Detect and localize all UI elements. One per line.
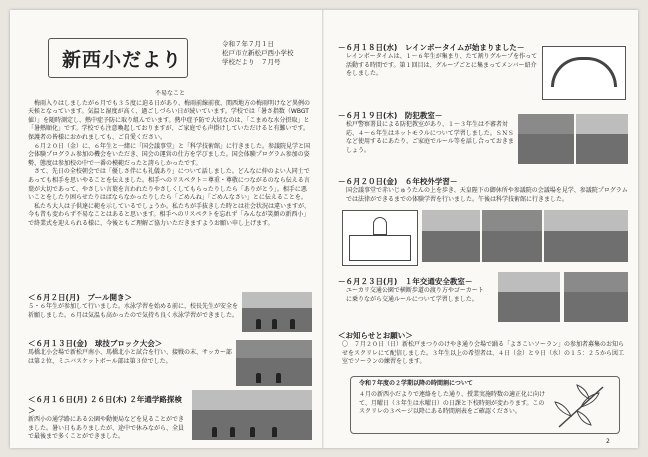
event-pool: [28, 292, 238, 320]
rainbow-illustration: [542, 46, 626, 100]
event-heading: ＜６月２日(月) プール開き＞: [28, 293, 132, 302]
crime-class-photo-1: [518, 114, 574, 164]
issue-date: 令和７年７月１日: [222, 40, 274, 48]
event-text: 国会議事堂で赤いじゅうたんの上を歩き、天皇陛下の御休所や参議院の会議場を見学、参議院プログラムでは法律ができるまでの体験学習を行いました。午後は科学技術館に行きました。: [346, 187, 628, 203]
school-name: 松戸市立新松戸西小学校: [222, 49, 294, 57]
event-traffic-safety: [338, 276, 488, 304]
ball-game-photo: [236, 340, 312, 386]
issue-label: 学校だより ７月号: [222, 58, 281, 66]
event-heading: －６月１８日(水) レインボータイムが始まりました－: [338, 43, 525, 52]
schedule-title: 令和７年度の２学期以降の時間割について: [359, 380, 473, 387]
route-walk-photo: [192, 390, 312, 440]
bamboo-icon: [551, 383, 611, 429]
event-text: 馬橋北小会場で新松戸南小、馬橋北小と試合を行い、接戦の末、サッカー部は第２位、ミニバスケットボール部は第３位でした。: [28, 349, 232, 365]
page-fold: [322, 10, 324, 448]
event-text: ５・６年生が参加して行いました。水泳学習を始める前に、校長先生が安全を祈願しました。６月は気温も高かったので気持ち良く水泳学習ができました。: [28, 303, 239, 319]
intro-section: [28, 90, 312, 256]
event-crime-prevention: [338, 110, 516, 155]
notice-section: [338, 330, 628, 367]
page-number: 2: [606, 438, 610, 445]
left-page: [20, 10, 316, 448]
event-field-trip: [338, 176, 628, 204]
event-route-walk: [28, 394, 188, 442]
event-heading: ＜６月１６日(月) ２６日(木) ２年通学路探検＞: [28, 395, 182, 415]
event-heading: ＜６月１３日(金) 球技ブロック大会＞: [28, 339, 163, 348]
intro-paragraph: 梅雨入りはしましたが６月でも３５度に迫る日があり、梅雨前線前夜、関西地方の梅雨明けなど異例の天候となっています。気温と湿度が高く、過ごしづらい日が続いています。学校では「暑さ指数（WBGT値）」を随時測定し、熱中症予防に取り組んでいます。熱中症予防で大切なのは、「こまめな水分摂取」と「暑熱順化」です。学校でも注意喚起しておりますが、ご家庭でも声掛けしていただけると有難いです。保護者の皆様におかれましても、ご自愛ください。: [28, 99, 311, 141]
event-ball-games: [28, 338, 233, 366]
event-text: レインボータイムは、１～６年生が集まり、たて割りグループを作って活動する時間です。第１回目は、グループごとに集まってメンバー紹介をしました。: [346, 53, 538, 78]
notice-heading: ＜お知らせとお願い＞: [338, 331, 413, 340]
event-rainbow-time: [338, 42, 538, 79]
intro-heading: 不易なこと: [154, 90, 185, 97]
notice-text: 〇 ７月２０日（日）新松戸まつりのけやき通り会場で踊る「よさこいソーラン」の参加者募集のお知らせをスクリレにて配信しました。３年生以上の希望者は、４日（金）と９日（水）の１５：２５から図工室でソーランの練習をします。: [342, 341, 625, 366]
crime-class-photo-2: [576, 114, 628, 164]
intro-paragraph: ６月２０日（金）に、６年生と一緒に「国会議事堂」と「科学技術館」に行きました。参議院見学と国会体験プログラム参加の機会をいただき、国会の運営の仕方を学びました。国会体験プログラム参加の姿勢、態度は参加校の中で一番の模範だったと誇らしかったです。: [28, 142, 311, 167]
newsletter-title: 新西小だより: [62, 49, 183, 71]
field-trip-photo-3: [544, 210, 628, 262]
event-heading: －６月２０日(金) ６年校外学習－: [338, 177, 458, 186]
masthead-meta: [222, 40, 294, 67]
traffic-photo-2: [564, 272, 628, 322]
schedule-notice-box: [350, 376, 620, 434]
schedule-text: ４月の新西小だよりで連絡をした通り、授業実施時数の適正化に向けて、月曜日（３年生は水曜日）の日課と下校時刻が変わります。このスクリレの３ページ以降にある時間割表をご確認ください。: [359, 391, 546, 416]
diet-building-illustration: [342, 210, 418, 266]
masthead: [48, 38, 298, 78]
right-page: [332, 10, 632, 448]
event-heading: －６月２３日(月) １年交通安全教室－: [338, 277, 473, 286]
event-text: 松戸警察署員による防犯教室があり、１～３年生は不審者対応、４～６年生はネットモラルについて学習しました。ＳＮＳなど使用するにあたり、ご家庭でルール等を話し合っておきましょう。: [346, 121, 514, 154]
event-heading: －６月１９日(木) 防犯教室－: [338, 111, 443, 120]
traffic-photo-1: [498, 272, 560, 322]
pool-photo: [242, 292, 312, 332]
intro-paragraph: 私たち大人は子供達に範を示しているでしょうか。私たちが手抜きした時とは社会状況は違いますが、今も昔も変わらず不易なことはあると思います。相手へのリスペクトを忘れず「みんなが笑顔の新西小」で終業式を迎えられる様に、今後ともご理解ご協力いただきますようお願い申し上げます。: [28, 202, 310, 227]
intro-paragraph: さて、先日の全校朝会では「優しさ伴にも礼儀あり」について話しました。どんなに仲のよい人同士であっても相手を思いやることを伝えました。相手へのリスペクト＝尊重・尊敬につながるのなら伝える言葉が大切であって、やさしい言葉を言われたりやさしくしてもらったりしたら「ありがとう」。相手に悪いことをしたり困らせたりはばならなかったりしたら「ごめんね」「ごめんなさい」とに伝えることを。: [28, 168, 310, 202]
newsletter-spread: [10, 10, 638, 448]
event-text: ユーカリ交通公園で横断歩道の渡り方やゴーカートに乗りながら交通ルールについて学習しました。: [346, 287, 484, 303]
event-text: 新西小の通学路にある公園や動便局などを見ることができました。暑い日もありましたが、途中で休みながら、全員で最後まで多くことができました。: [28, 416, 185, 441]
field-trip-photo-2: [482, 210, 542, 262]
field-trip-photo-1: [422, 210, 480, 262]
